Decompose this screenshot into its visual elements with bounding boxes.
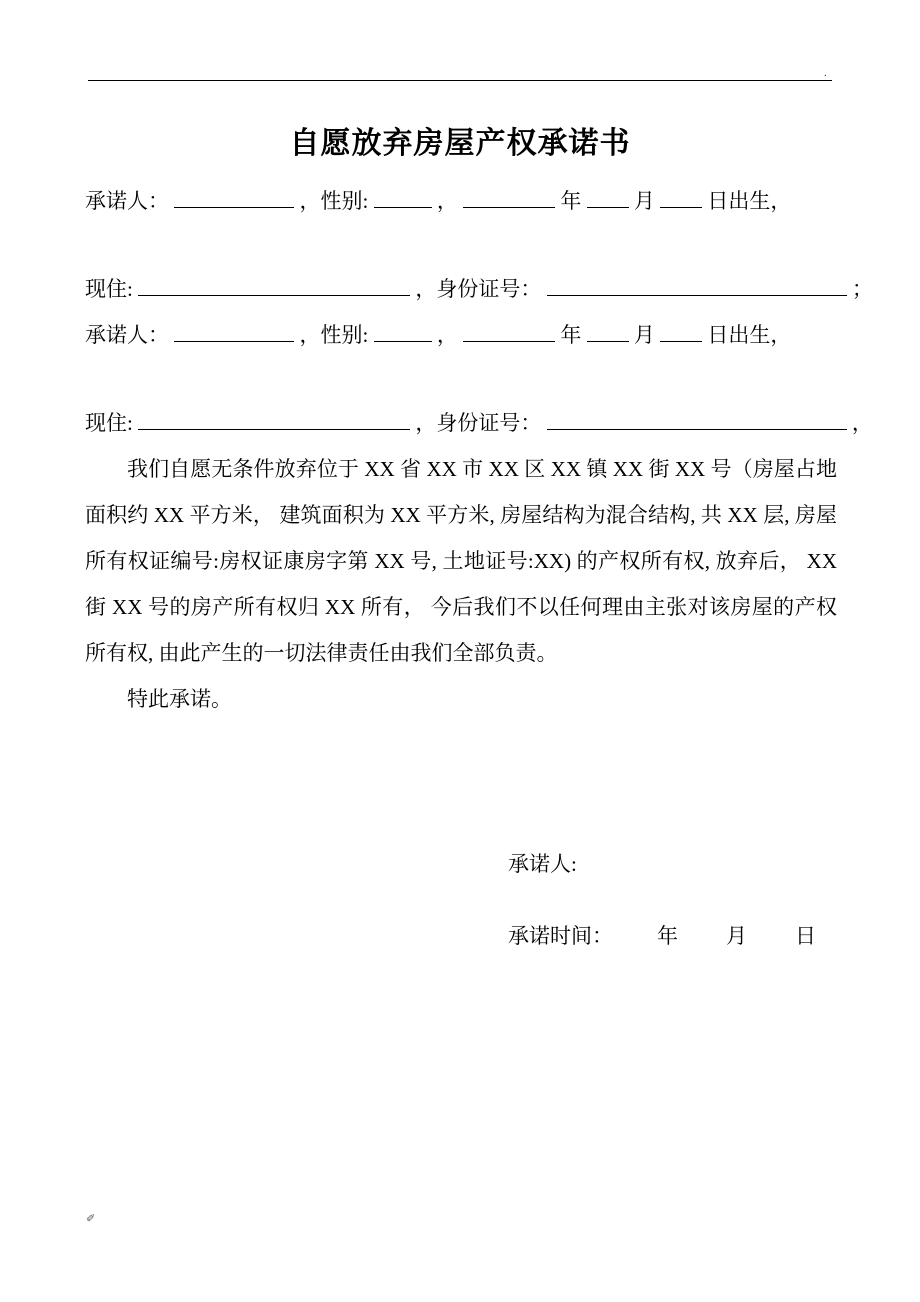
promisor-2-month-label: 月: [633, 323, 655, 347]
promisor-1-birth-year-field[interactable]: [463, 185, 555, 208]
signature-date-label: 承诺时间：: [508, 924, 613, 948]
spacer-2: [85, 358, 837, 400]
promisor-1-id-field[interactable]: [547, 273, 847, 296]
promisor-2-id-field[interactable]: [547, 407, 847, 430]
signature-date-line: [508, 900, 816, 972]
promisor-2-sex-field[interactable]: [374, 319, 432, 342]
promisor-1-birth-month-field[interactable]: [587, 185, 629, 208]
header-divider: [88, 80, 832, 81]
promisor-2-birth-month-field[interactable]: [587, 319, 629, 342]
footer-page-mark: ✐: [86, 1213, 96, 1225]
promisor-2-address-line: [85, 400, 873, 446]
signature-promisor-label: 承诺人:: [508, 852, 577, 876]
header-page-mark: .: [824, 67, 827, 79]
promisor-1-sex-field[interactable]: [374, 185, 432, 208]
promisor-1-name-label: 承诺人：: [85, 189, 169, 213]
promisor-2-year-label: 年: [560, 323, 582, 347]
promisor-2-identity-line: [85, 312, 837, 358]
signature-block: [508, 828, 816, 972]
page-title: 自愿放弃房屋产权承诺书: [289, 127, 631, 160]
promisor-1-address-line: [85, 266, 873, 312]
promisor-2-birth-year-field[interactable]: [463, 319, 555, 342]
promisor-1-month-label: 月: [633, 189, 655, 213]
promisor-2-name-field[interactable]: [174, 319, 294, 342]
promisor-2-sex-label: ，性别:: [299, 323, 369, 347]
promisor-1-name-field[interactable]: [174, 185, 294, 208]
body-paragraph-main: 我们自愿无条件放弃位于 XX 省 XX 市 XX 区 XX 镇 XX 街 XX 号（房屋占地面积约 XX 平方米， 建筑面积为 XX 平方米, 房屋结构为混合结构, 共 XX 层, 房屋所有权证编号:房权证康房字第 XX 号, 土地证号:XX) 的产权所有权, 放弃后， XX 街 XX 号的房产所有权归 XX 所有， 今后我们不以任何理由主张对该房屋的产权所有权, 由此产生的一切法律责任由我们全部负责。: [85, 457, 837, 665]
signature-month-label: 月: [726, 924, 747, 948]
signature-day-label: 日: [795, 924, 816, 948]
promisor-1-line-end: ；: [851, 277, 873, 301]
promisor-1-birth-day-field[interactable]: [660, 185, 702, 208]
promisor-1-comma: ，: [436, 189, 458, 213]
promisor-1-sex-label: ，性别:: [299, 189, 369, 213]
promisor-1-year-label: 年: [560, 189, 582, 213]
form-body: [85, 178, 873, 722]
promisor-2-line-end: ，: [851, 411, 873, 435]
signature-year-label: 年: [657, 924, 678, 948]
spacer-1: [85, 224, 837, 266]
promisor-1-address-field[interactable]: [138, 273, 410, 296]
promisor-2-day-label: 日出生，: [707, 323, 792, 347]
promisor-1-id-label: ，身份证号：: [415, 277, 542, 301]
promisor-2-comma: ，: [436, 323, 458, 347]
body-paragraph-closing: 特此承诺。: [127, 687, 232, 711]
promisor-1-day-label: 日出生，: [707, 189, 792, 213]
promisor-2-id-label: ，身份证号：: [415, 411, 542, 435]
promisor-2-birth-day-field[interactable]: [660, 319, 702, 342]
promisor-1-identity-line: [85, 178, 837, 224]
promisor-2-address-label: 现住:: [85, 411, 133, 435]
promisor-2-address-field[interactable]: [138, 407, 410, 430]
promisor-1-address-label: 现住:: [85, 277, 133, 301]
promisor-2-name-label: 承诺人：: [85, 323, 169, 347]
